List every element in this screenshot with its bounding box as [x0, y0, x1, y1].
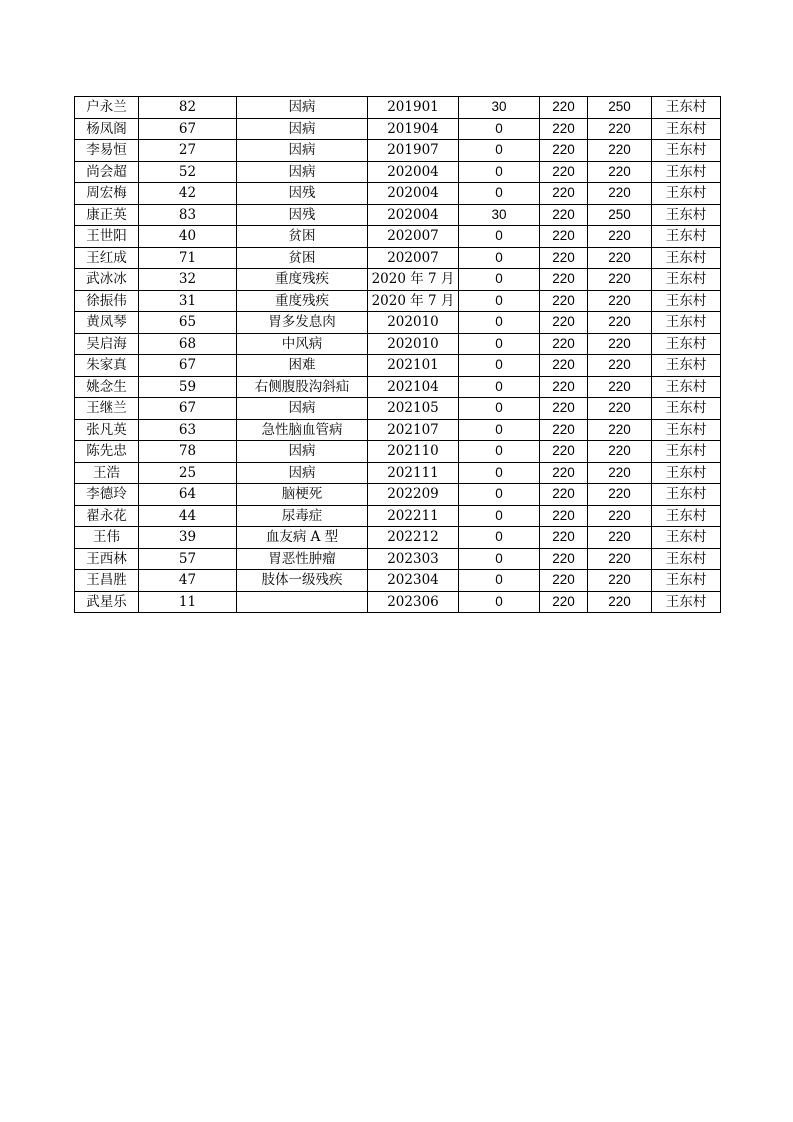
name-cell: 王昌胜: [75, 570, 139, 592]
date-cell: 202212: [368, 527, 459, 549]
table-row: [75, 312, 721, 334]
table-row: [75, 161, 721, 183]
total-amount-cell: 220: [588, 548, 652, 570]
subsidy-cell: 0: [459, 505, 540, 527]
age-cell: 47: [139, 570, 237, 592]
village-cell: 王东村: [652, 333, 721, 355]
name-cell: 王西林: [75, 548, 139, 570]
date-cell: 201904: [368, 118, 459, 140]
total-amount-cell: 220: [588, 118, 652, 140]
reason-cell: 因病: [237, 118, 368, 140]
village-cell: 王东村: [652, 548, 721, 570]
reason-cell: 胃恶性肿瘤: [237, 548, 368, 570]
table-row: [75, 118, 721, 140]
base-amount-cell: 220: [540, 140, 588, 162]
subsidy-cell: 0: [459, 570, 540, 592]
base-amount-cell: 220: [540, 441, 588, 463]
date-cell: 202004: [368, 161, 459, 183]
name-cell: 张凡英: [75, 419, 139, 441]
village-cell: 王东村: [652, 527, 721, 549]
total-amount-cell: 220: [588, 570, 652, 592]
reason-cell: 因病: [237, 140, 368, 162]
age-cell: 40: [139, 226, 237, 248]
base-amount-cell: 220: [540, 312, 588, 334]
table-row: [75, 97, 721, 119]
subsidy-cell: 0: [459, 591, 540, 613]
age-cell: 71: [139, 247, 237, 269]
reason-cell: 困难: [237, 355, 368, 377]
base-amount-cell: 220: [540, 376, 588, 398]
age-cell: 78: [139, 441, 237, 463]
name-cell: 王红成: [75, 247, 139, 269]
village-cell: 王东村: [652, 97, 721, 119]
village-cell: 王东村: [652, 226, 721, 248]
reason-cell: 重度残疾: [237, 269, 368, 291]
table-row: [75, 247, 721, 269]
name-cell: 康正英: [75, 204, 139, 226]
table-row: [75, 269, 721, 291]
age-cell: 52: [139, 161, 237, 183]
total-amount-cell: 220: [588, 247, 652, 269]
table-row: [75, 441, 721, 463]
date-cell: 202104: [368, 376, 459, 398]
date-cell: 202211: [368, 505, 459, 527]
subsidy-cell: 30: [459, 97, 540, 119]
age-cell: 67: [139, 118, 237, 140]
name-cell: 陈先忠: [75, 441, 139, 463]
date-cell: 202010: [368, 333, 459, 355]
total-amount-cell: 220: [588, 419, 652, 441]
total-amount-cell: 250: [588, 97, 652, 119]
reason-cell: 因病: [237, 97, 368, 119]
age-cell: 39: [139, 527, 237, 549]
name-cell: 李德玲: [75, 484, 139, 506]
village-cell: 王东村: [652, 505, 721, 527]
age-cell: 64: [139, 484, 237, 506]
age-cell: 25: [139, 462, 237, 484]
base-amount-cell: 220: [540, 355, 588, 377]
total-amount-cell: 250: [588, 204, 652, 226]
table-row: [75, 591, 721, 613]
name-cell: 武星乐: [75, 591, 139, 613]
subsidy-cell: 0: [459, 226, 540, 248]
name-cell: 徐振伟: [75, 290, 139, 312]
village-cell: 王东村: [652, 376, 721, 398]
reason-cell: 因病: [237, 441, 368, 463]
total-amount-cell: 220: [588, 226, 652, 248]
age-cell: 63: [139, 419, 237, 441]
table-row: [75, 183, 721, 205]
date-cell: 2020 年 7 月: [368, 269, 459, 291]
date-cell: 202209: [368, 484, 459, 506]
total-amount-cell: 220: [588, 290, 652, 312]
name-cell: 朱家真: [75, 355, 139, 377]
base-amount-cell: 220: [540, 591, 588, 613]
base-amount-cell: 220: [540, 204, 588, 226]
subsidy-cell: 0: [459, 312, 540, 334]
table-row: [75, 484, 721, 506]
reason-cell: 重度残疾: [237, 290, 368, 312]
reason-cell: 因残: [237, 183, 368, 205]
base-amount-cell: 220: [540, 226, 588, 248]
subsidy-cell: 0: [459, 484, 540, 506]
village-cell: 王东村: [652, 484, 721, 506]
age-cell: 67: [139, 398, 237, 420]
subsidy-cell: 0: [459, 398, 540, 420]
date-cell: 201901: [368, 97, 459, 119]
total-amount-cell: 220: [588, 505, 652, 527]
date-cell: 202010: [368, 312, 459, 334]
reason-cell: 尿毒症: [237, 505, 368, 527]
reason-cell: 急性脑血管病: [237, 419, 368, 441]
total-amount-cell: 220: [588, 591, 652, 613]
subsidy-cell: 0: [459, 140, 540, 162]
reason-cell: 因病: [237, 462, 368, 484]
base-amount-cell: 220: [540, 161, 588, 183]
subsidy-cell: 30: [459, 204, 540, 226]
date-cell: 202004: [368, 204, 459, 226]
date-cell: 202303: [368, 548, 459, 570]
name-cell: 户永兰: [75, 97, 139, 119]
name-cell: 吴启海: [75, 333, 139, 355]
village-cell: 王东村: [652, 247, 721, 269]
date-cell: 202007: [368, 226, 459, 248]
village-cell: 王东村: [652, 290, 721, 312]
table-row: [75, 419, 721, 441]
total-amount-cell: 220: [588, 161, 652, 183]
date-cell: 202110: [368, 441, 459, 463]
date-cell: 202101: [368, 355, 459, 377]
reason-cell: [237, 591, 368, 613]
subsidy-cell: 0: [459, 183, 540, 205]
village-cell: 王东村: [652, 312, 721, 334]
age-cell: 31: [139, 290, 237, 312]
reason-cell: 脑梗死: [237, 484, 368, 506]
table-row: [75, 204, 721, 226]
table-row: [75, 226, 721, 248]
base-amount-cell: 220: [540, 183, 588, 205]
village-cell: 王东村: [652, 161, 721, 183]
date-cell: 202105: [368, 398, 459, 420]
age-cell: 68: [139, 333, 237, 355]
date-cell: 2020 年 7 月: [368, 290, 459, 312]
age-cell: 67: [139, 355, 237, 377]
total-amount-cell: 220: [588, 140, 652, 162]
roster-table: [74, 96, 721, 613]
village-cell: 王东村: [652, 570, 721, 592]
base-amount-cell: 220: [540, 269, 588, 291]
total-amount-cell: 220: [588, 312, 652, 334]
village-cell: 王东村: [652, 183, 721, 205]
date-cell: 202304: [368, 570, 459, 592]
date-cell: 202107: [368, 419, 459, 441]
subsidy-cell: 0: [459, 376, 540, 398]
village-cell: 王东村: [652, 441, 721, 463]
date-cell: 202306: [368, 591, 459, 613]
base-amount-cell: 220: [540, 419, 588, 441]
total-amount-cell: 220: [588, 355, 652, 377]
date-cell: 202007: [368, 247, 459, 269]
total-amount-cell: 220: [588, 376, 652, 398]
name-cell: 尚会超: [75, 161, 139, 183]
table-row: [75, 462, 721, 484]
name-cell: 王世阳: [75, 226, 139, 248]
name-cell: 周宏梅: [75, 183, 139, 205]
age-cell: 83: [139, 204, 237, 226]
total-amount-cell: 220: [588, 462, 652, 484]
village-cell: 王东村: [652, 269, 721, 291]
total-amount-cell: 220: [588, 398, 652, 420]
table-row: [75, 505, 721, 527]
subsidy-cell: 0: [459, 419, 540, 441]
roster-body: [75, 97, 721, 613]
date-cell: 202004: [368, 183, 459, 205]
subsidy-cell: 0: [459, 118, 540, 140]
name-cell: 王浩: [75, 462, 139, 484]
village-cell: 王东村: [652, 398, 721, 420]
subsidy-cell: 0: [459, 161, 540, 183]
reason-cell: 血友病 A 型: [237, 527, 368, 549]
subsidy-cell: 0: [459, 441, 540, 463]
village-cell: 王东村: [652, 462, 721, 484]
age-cell: 44: [139, 505, 237, 527]
age-cell: 82: [139, 97, 237, 119]
age-cell: 57: [139, 548, 237, 570]
table-row: [75, 527, 721, 549]
subsidy-cell: 0: [459, 290, 540, 312]
base-amount-cell: 220: [540, 570, 588, 592]
subsidy-cell: 0: [459, 548, 540, 570]
date-cell: 202111: [368, 462, 459, 484]
name-cell: 李易恒: [75, 140, 139, 162]
table-row: [75, 548, 721, 570]
village-cell: 王东村: [652, 140, 721, 162]
reason-cell: 胃多发息肉: [237, 312, 368, 334]
reason-cell: 因病: [237, 161, 368, 183]
date-cell: 201907: [368, 140, 459, 162]
age-cell: 42: [139, 183, 237, 205]
total-amount-cell: 220: [588, 527, 652, 549]
name-cell: 王继兰: [75, 398, 139, 420]
base-amount-cell: 220: [540, 118, 588, 140]
subsidy-cell: 0: [459, 355, 540, 377]
village-cell: 王东村: [652, 118, 721, 140]
total-amount-cell: 220: [588, 183, 652, 205]
base-amount-cell: 220: [540, 97, 588, 119]
table-row: [75, 398, 721, 420]
base-amount-cell: 220: [540, 505, 588, 527]
age-cell: 65: [139, 312, 237, 334]
base-amount-cell: 220: [540, 247, 588, 269]
reason-cell: 右侧腹股沟斜疝: [237, 376, 368, 398]
name-cell: 黄凤琴: [75, 312, 139, 334]
age-cell: 32: [139, 269, 237, 291]
village-cell: 王东村: [652, 355, 721, 377]
total-amount-cell: 220: [588, 333, 652, 355]
age-cell: 11: [139, 591, 237, 613]
subsidy-cell: 0: [459, 269, 540, 291]
name-cell: 翟永花: [75, 505, 139, 527]
reason-cell: 肢体一级残疾: [237, 570, 368, 592]
age-cell: 59: [139, 376, 237, 398]
table-row: [75, 376, 721, 398]
reason-cell: 贫困: [237, 226, 368, 248]
base-amount-cell: 220: [540, 333, 588, 355]
name-cell: 姚念生: [75, 376, 139, 398]
subsidy-cell: 0: [459, 527, 540, 549]
total-amount-cell: 220: [588, 269, 652, 291]
reason-cell: 因残: [237, 204, 368, 226]
reason-cell: 中风病: [237, 333, 368, 355]
subsidy-cell: 0: [459, 247, 540, 269]
village-cell: 王东村: [652, 591, 721, 613]
base-amount-cell: 220: [540, 548, 588, 570]
name-cell: 王伟: [75, 527, 139, 549]
base-amount-cell: 220: [540, 527, 588, 549]
name-cell: 武冰冰: [75, 269, 139, 291]
base-amount-cell: 220: [540, 462, 588, 484]
total-amount-cell: 220: [588, 484, 652, 506]
table-row: [75, 570, 721, 592]
village-cell: 王东村: [652, 419, 721, 441]
table-row: [75, 140, 721, 162]
reason-cell: 贫困: [237, 247, 368, 269]
subsidy-cell: 0: [459, 462, 540, 484]
base-amount-cell: 220: [540, 290, 588, 312]
village-cell: 王东村: [652, 204, 721, 226]
age-cell: 27: [139, 140, 237, 162]
subsidy-cell: 0: [459, 333, 540, 355]
table-row: [75, 333, 721, 355]
name-cell: 杨凤阁: [75, 118, 139, 140]
base-amount-cell: 220: [540, 484, 588, 506]
total-amount-cell: 220: [588, 441, 652, 463]
reason-cell: 因病: [237, 398, 368, 420]
table-row: [75, 290, 721, 312]
table-row: [75, 355, 721, 377]
base-amount-cell: 220: [540, 398, 588, 420]
